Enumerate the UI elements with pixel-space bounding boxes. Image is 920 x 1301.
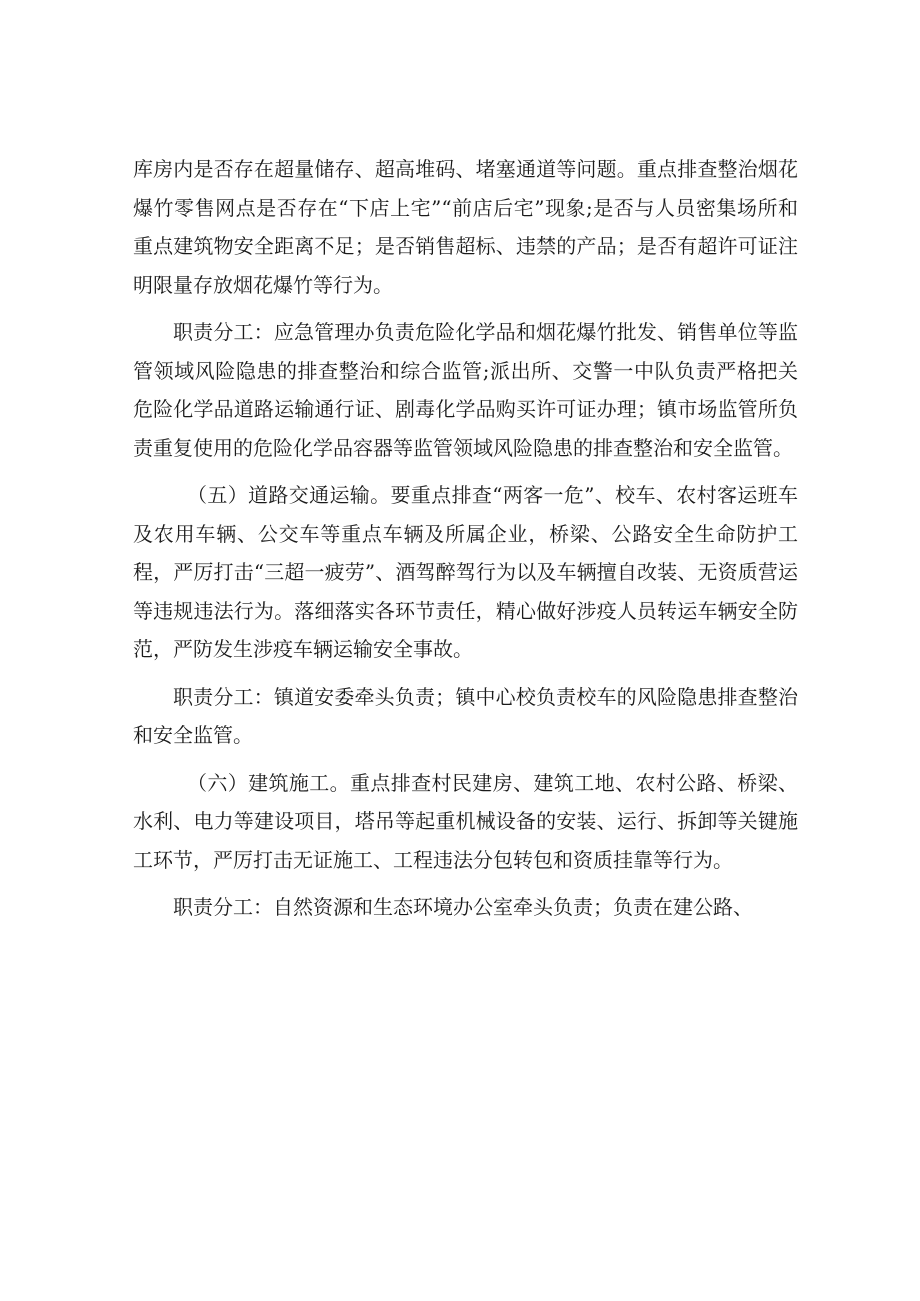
document-body — [133, 150, 798, 936]
paragraph-duty-hazmat: 职责分工：应急管理办负责危险化学品和烟花爆竹批发、销售单位等监管领域风险隐患的排查整治和综合监管;派出所、交警一中队负责严格把关危险化学品道路运输通行证、剧毒化学品购买许可证办理；镇市场监管所负责重复使用的危险化学品容器等监管领域风险隐患的排查整治和安全监管。 — [133, 320, 798, 460]
paragraph-duty-construction: 职责分工：自然资源和生态环境办公室牵头负责；负责在建公路、 — [173, 895, 753, 919]
paragraph-section-road-traffic: （五）道路交通运输。要重点排查“两客一危”、校车、农村客运班车及农用车辆、公交车等重点车辆及所属企业，桥梁、公路安全生命防护工程，严厉打击“三超一疲劳”、酒驾醉驾行为以及车辆擅自改装、无资质营运等违规违法行为。落细落实各环节责任，精心做好涉疫人员转运车辆安全防范，严防发生涉疫车辆运输安全事故。 — [133, 483, 798, 661]
paragraph-section-construction: （六）建筑施工。重点排查村民建房、建筑工地、农村公路、桥梁、水利、电力等建设项目，塔吊等起重机械设备的安装、运行、拆卸等关键施工环节，严厉打击无证施工、工程违法分包转包和资质挂靠等行为。 — [133, 770, 798, 872]
paragraph-duty-road-traffic: 职责分工：镇道安委牵头负责；镇中心校负责校车的风险隐患排查整治和安全监管。 — [133, 684, 798, 747]
paragraph-hazmat-fireworks-inspection: 库房内是否存在超量储存、超高堆码、堵塞通道等问题。重点排查整治烟花爆竹零售网点是否存在“下店上宅”“前店后宅”现象;是否与人员密集场所和重点建筑物安全距离不足；是否销售超标、违禁的产品；是否有超许可证注明限量存放烟花爆竹等行为。 — [133, 157, 798, 297]
